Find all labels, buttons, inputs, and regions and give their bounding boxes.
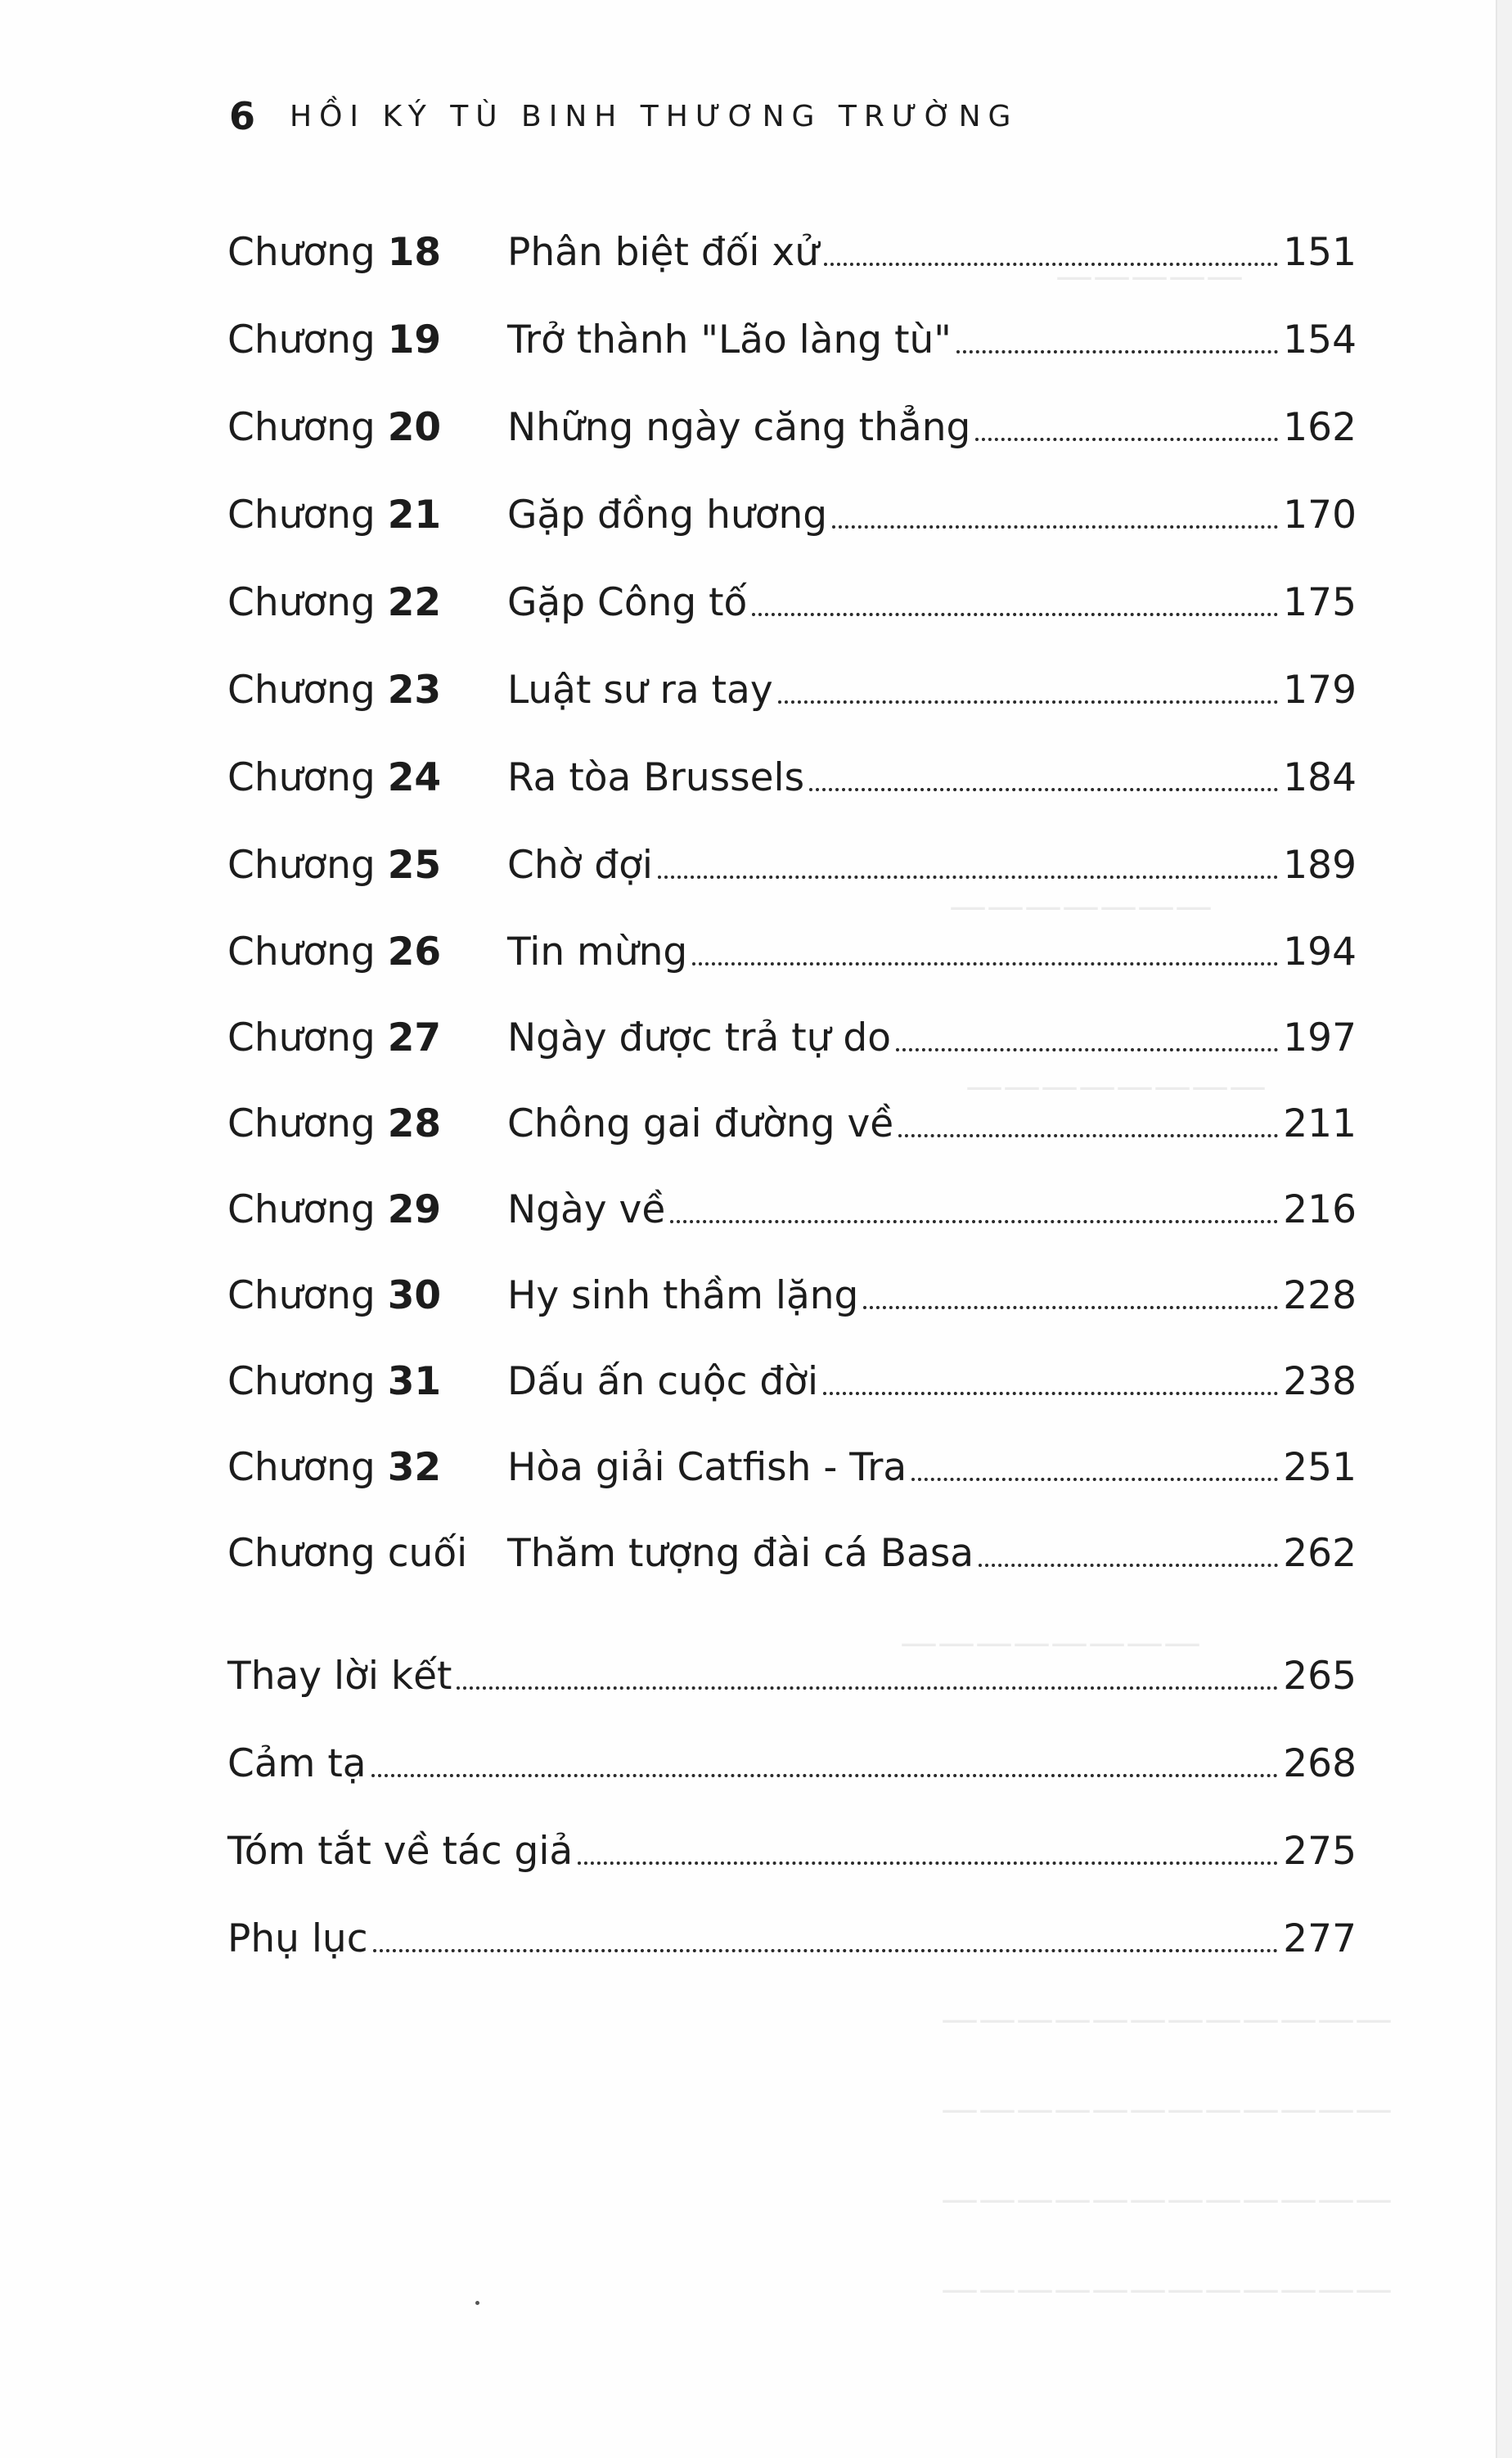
toc-entry[interactable]	[227, 565, 1357, 625]
toc-entry[interactable]	[227, 389, 1357, 450]
chapter-number: 31	[387, 1359, 442, 1404]
back-matter-title: Thay lời kết	[227, 1654, 452, 1699]
chapter-label	[227, 1445, 507, 1490]
chapter-number: 19	[387, 317, 442, 362]
chapter-number: 24	[387, 755, 442, 800]
chapter-word: Chương	[227, 1101, 376, 1146]
toc-entry[interactable]	[227, 1429, 1357, 1490]
dot-leader	[778, 700, 1279, 704]
bleed-through: ————————————	[941, 2267, 1393, 2311]
chapter-number: 26	[387, 930, 442, 975]
chapter-word: Chương	[227, 317, 376, 362]
dot-leader	[911, 1477, 1278, 1481]
page-ref: 184	[1283, 755, 1357, 800]
back-matter-title: Tóm tắt về tác giả	[227, 1829, 574, 1874]
chapter-number: 29	[387, 1187, 442, 1232]
dot-leader	[956, 349, 1278, 353]
chapter-number: 25	[387, 843, 442, 888]
chapter-title: Ra tòa Brussels	[507, 755, 805, 800]
toc-entry[interactable]	[227, 652, 1357, 713]
chapter-label	[227, 1015, 507, 1060]
book-title: HỒI KÝ TÙ BINH THƯƠNG TRƯỜNG	[290, 99, 1019, 133]
toc-entry[interactable]	[227, 740, 1357, 800]
toc-entry[interactable]	[227, 827, 1357, 888]
toc-entry[interactable]	[227, 1000, 1357, 1060]
toc-entry[interactable]	[227, 1172, 1357, 1232]
page-ref: 154	[1283, 317, 1357, 362]
bleed-through: ————————————	[941, 1997, 1393, 2041]
chapter-word: Chương	[227, 755, 376, 800]
dot-leader	[809, 787, 1278, 791]
dot-leader	[823, 1391, 1278, 1395]
chapter-label	[227, 1531, 507, 1576]
toc-entry[interactable]	[227, 1344, 1357, 1404]
dot-leader	[457, 1686, 1278, 1690]
chapter-number: 20	[387, 405, 442, 450]
back-matter-entry[interactable]	[227, 1813, 1357, 1874]
page-ref: 211	[1283, 1101, 1357, 1146]
chapter-title: Dấu ấn cuộc đời	[507, 1359, 819, 1404]
dot-leader	[863, 1305, 1278, 1309]
chapter-title: Hy sinh thầm lặng	[507, 1273, 859, 1318]
dot-leader	[692, 961, 1278, 966]
toc-entry[interactable]	[227, 1086, 1357, 1146]
toc-entry[interactable]	[227, 214, 1357, 275]
chapter-label	[227, 1359, 507, 1404]
bleed-through: ————————————	[941, 2177, 1393, 2221]
bleed-through: ————————	[900, 1620, 1201, 1664]
toc-entry[interactable]	[227, 1515, 1357, 1576]
chapter-label	[227, 755, 507, 800]
chapter-word: Chương	[227, 1015, 376, 1060]
page-ref: 170	[1283, 493, 1357, 538]
bleed-through: ————————————	[941, 2087, 1393, 2131]
dot-leader	[658, 875, 1278, 879]
chapter-label	[227, 317, 507, 362]
dot-leader	[824, 262, 1278, 266]
chapter-number: 22	[387, 580, 442, 625]
chapter-word: Chương	[227, 1445, 376, 1490]
chapter-word: Chương	[227, 1187, 376, 1232]
chapter-title: Trở thành "Lão làng tù"	[507, 317, 952, 362]
chapter-title: Hòa giải Catfish - Tra	[507, 1445, 907, 1490]
back-matter-entry[interactable]	[227, 1638, 1357, 1699]
page-ref: 175	[1283, 580, 1357, 625]
dot-leader	[975, 437, 1278, 441]
chapter-title: Những ngày căng thẳng	[507, 405, 971, 450]
chapter-word: Chương	[227, 1359, 376, 1404]
chapter-title: Ngày về	[507, 1187, 666, 1232]
page-ref: 275	[1283, 1829, 1357, 1874]
chapter-number: 21	[387, 493, 442, 538]
page-ref: 262	[1283, 1531, 1357, 1576]
page-ref: 179	[1283, 668, 1357, 713]
chapter-label	[227, 405, 507, 450]
bleed-through: ————————	[965, 1064, 1267, 1108]
bleed-through: ———————	[949, 884, 1213, 928]
chapter-label	[227, 493, 507, 538]
page-ref: 216	[1283, 1187, 1357, 1232]
chapter-title: Thăm tượng đài cá Basa	[507, 1531, 974, 1576]
chapter-word: Chương	[227, 1273, 376, 1318]
toc-entry[interactable]	[227, 914, 1357, 975]
chapter-label	[227, 843, 507, 888]
page-ref: 194	[1283, 930, 1357, 975]
chapter-word: Chương	[227, 843, 376, 888]
chapter-word: Chương	[227, 230, 376, 275]
chapter-word: Chương	[227, 580, 376, 625]
chapter-title: Gặp đồng hương	[507, 493, 828, 538]
chapter-title: Gặp Công tố	[507, 580, 748, 625]
chapter-label	[227, 1273, 507, 1318]
chapter-number: 32	[387, 1445, 442, 1490]
running-header	[229, 92, 1018, 141]
toc-entry[interactable]	[227, 1258, 1357, 1318]
dot-leader	[898, 1133, 1278, 1137]
chapter-label	[227, 930, 507, 975]
dot-leader	[371, 1773, 1279, 1777]
page-ref: 162	[1283, 405, 1357, 450]
chapter-title: Chờ đợi	[507, 843, 653, 888]
page-ref: 228	[1283, 1273, 1357, 1318]
chapter-label	[227, 1101, 507, 1146]
page-ref: 277	[1283, 1916, 1357, 1961]
page-ref: 238	[1283, 1359, 1357, 1404]
dust-speck	[475, 2301, 479, 2305]
chapter-label	[227, 1187, 507, 1232]
chapter-title: Luật sư ra tay	[507, 668, 773, 713]
chapter-number: 27	[387, 1015, 442, 1060]
chapter-label	[227, 230, 507, 275]
dot-leader	[896, 1047, 1278, 1051]
page-number: 6	[229, 94, 256, 138]
back-matter-entry[interactable]	[227, 1726, 1357, 1786]
chapter-word: Chương	[227, 493, 376, 538]
page-ref: 197	[1283, 1015, 1357, 1060]
chapter-number: 28	[387, 1101, 442, 1146]
chapter-word: Chương	[227, 405, 376, 450]
chapter-label	[227, 580, 507, 625]
dot-leader	[373, 1948, 1279, 1952]
bleed-through: —————	[1055, 254, 1244, 298]
chapter-title: Tin mừng	[507, 930, 688, 975]
dot-leader	[832, 524, 1278, 529]
chapter-label	[227, 668, 507, 713]
back-matter-entry[interactable]	[227, 1901, 1357, 1961]
page-ref: 251	[1283, 1445, 1357, 1490]
page-edge	[1496, 0, 1512, 2458]
chapter-number: 23	[387, 668, 442, 713]
chapter-word: Chương cuối	[227, 1531, 468, 1576]
dot-leader	[752, 612, 1278, 616]
page-ref: 268	[1283, 1741, 1357, 1786]
page-ref: 151	[1283, 230, 1357, 275]
chapter-word: Chương	[227, 668, 376, 713]
page-ref: 265	[1283, 1654, 1357, 1699]
dot-leader	[670, 1219, 1278, 1223]
chapter-title: Chông gai đường về	[507, 1101, 894, 1146]
chapter-number: 30	[387, 1273, 442, 1318]
back-matter-title: Cảm tạ	[227, 1741, 367, 1786]
chapter-number: 18	[387, 230, 442, 275]
toc-entry[interactable]	[227, 302, 1357, 362]
chapter-title: Ngày được trả tự do	[507, 1015, 891, 1060]
chapter-title: Phân biệt đối xử	[507, 230, 820, 275]
dot-leader	[578, 1861, 1278, 1865]
toc-entry[interactable]	[227, 477, 1357, 538]
chapter-word: Chương	[227, 930, 376, 975]
dot-leader	[979, 1563, 1278, 1567]
page-ref: 189	[1283, 843, 1357, 888]
back-matter-title: Phụ lục	[227, 1916, 368, 1961]
